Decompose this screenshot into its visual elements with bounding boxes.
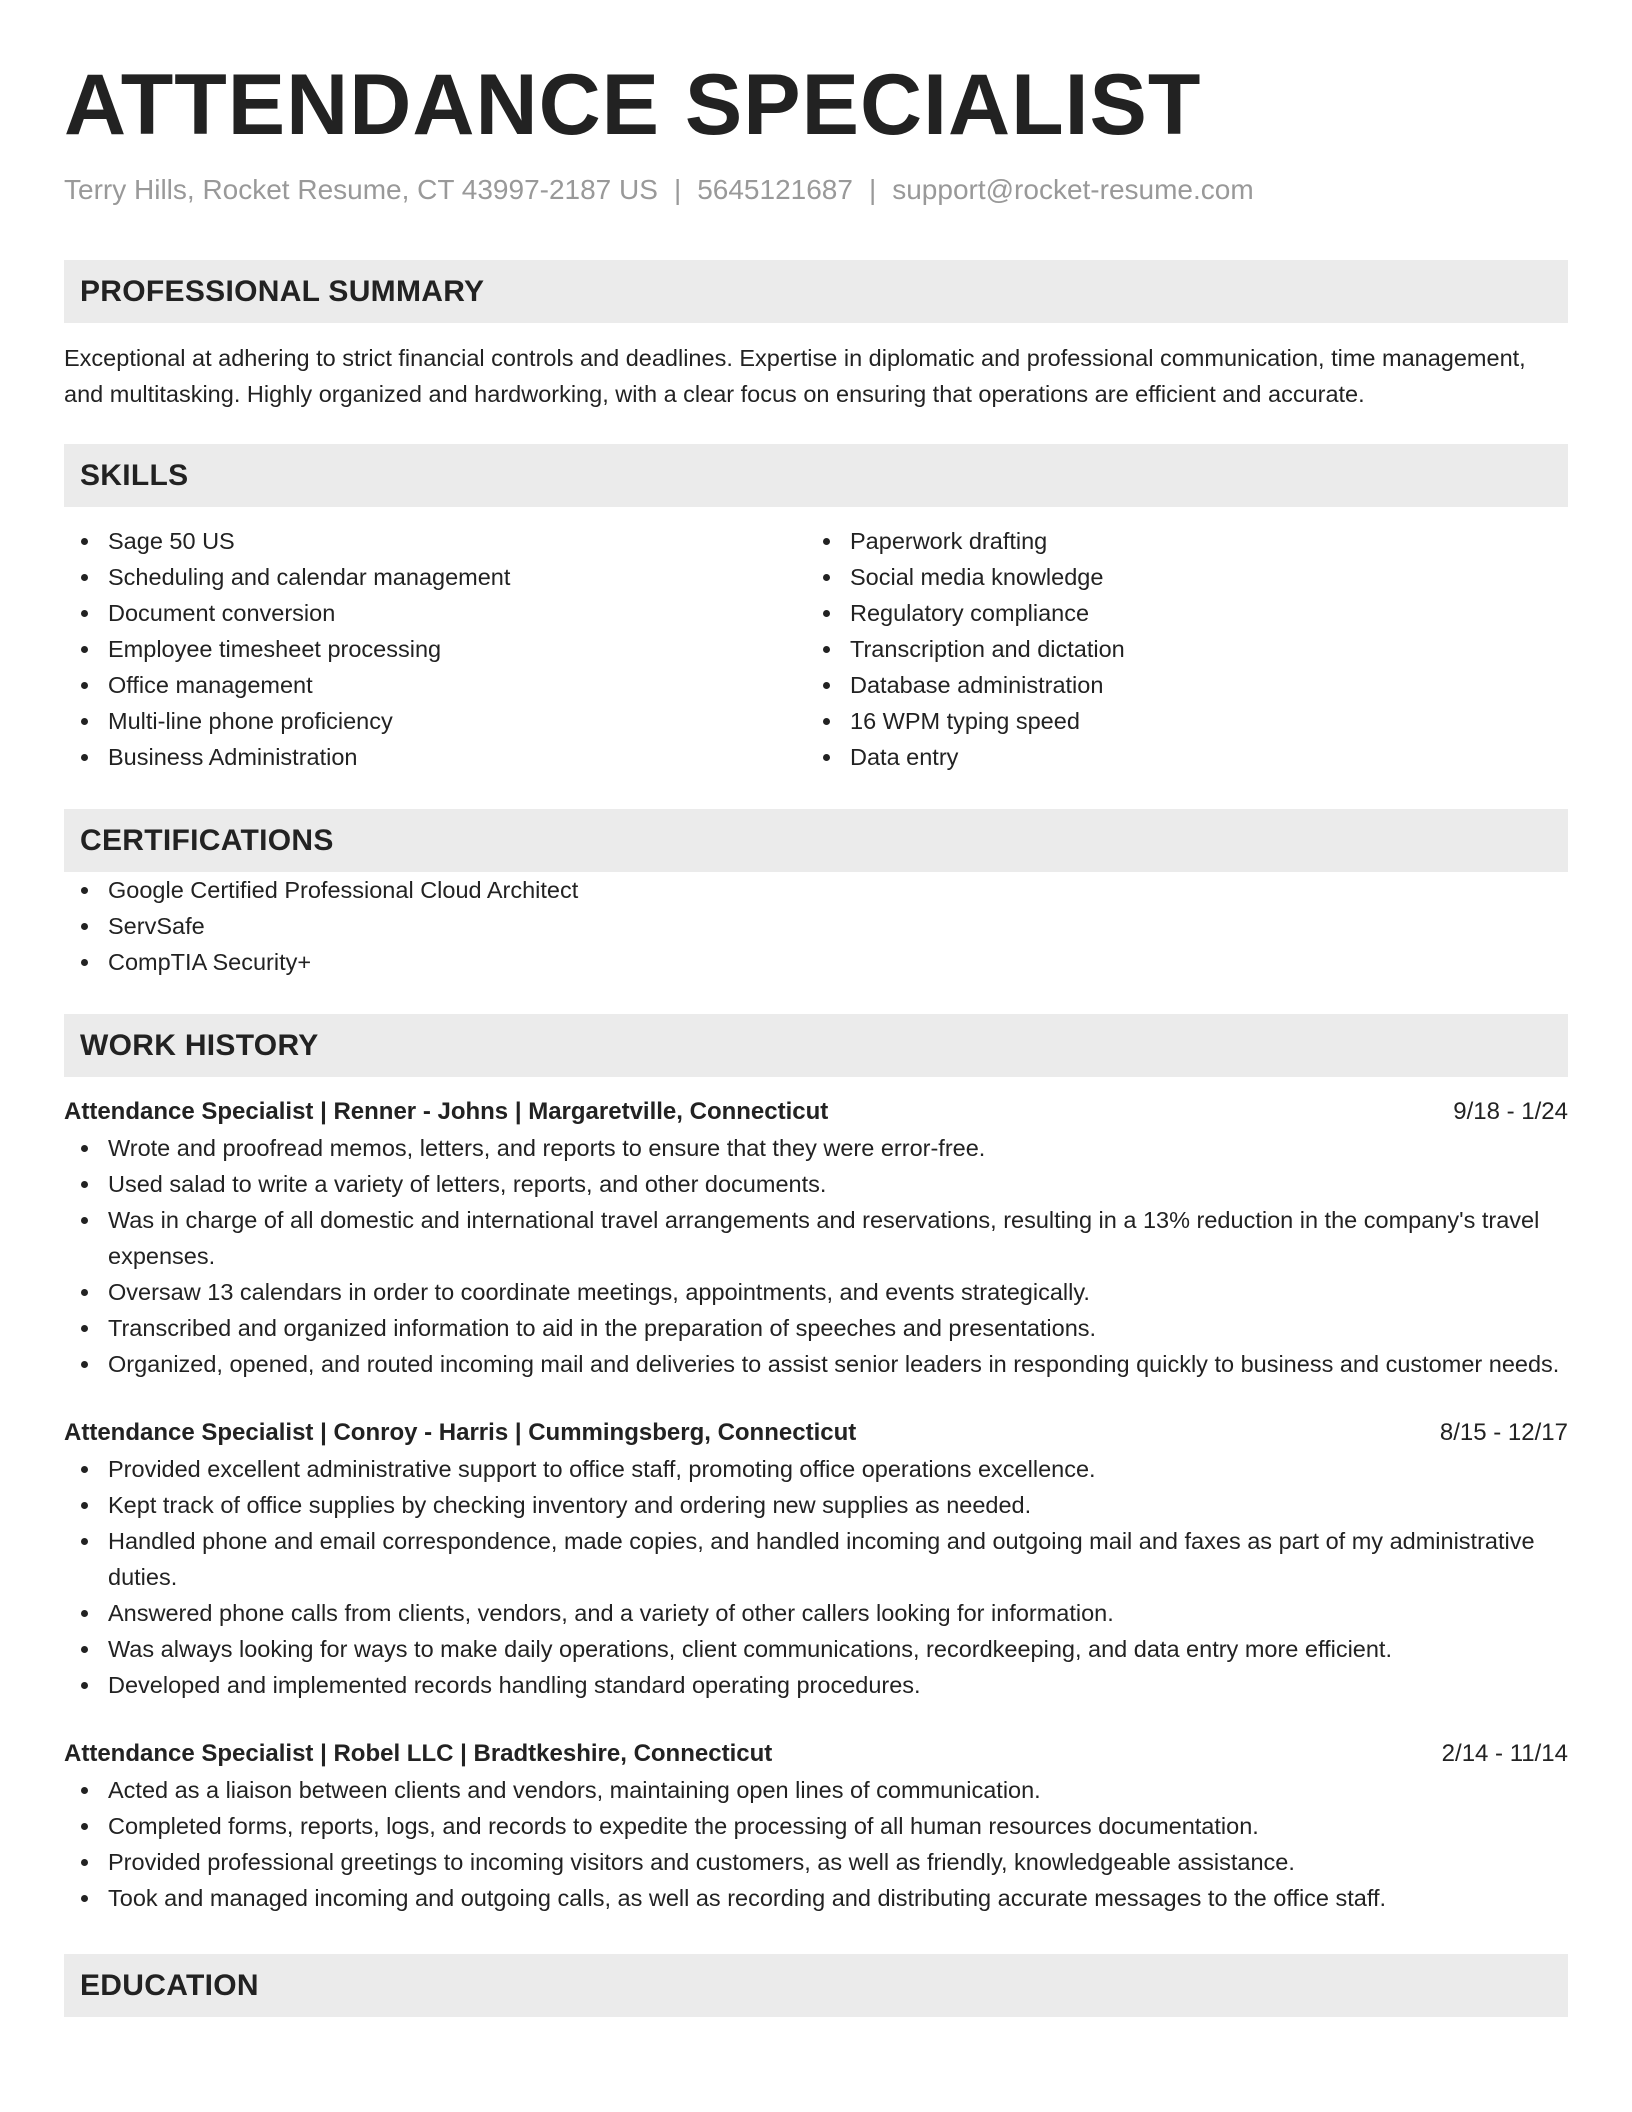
job-bullet: Was in charge of all domestic and international travel arrangements and reservations, resulting in a 13% reduction in the company's travel expenses. — [64, 1202, 1568, 1274]
job-bullet: Used salad to write a variety of letters, reports, and other documents. — [64, 1166, 1568, 1202]
job-header — [64, 1415, 1568, 1451]
section-heading-education: EDUCATION — [64, 1954, 1568, 2017]
skills-list-right — [806, 523, 1548, 775]
certification-item: Google Certified Professional Cloud Architect — [64, 872, 1568, 908]
job-bullet: Handled phone and email correspondence, made copies, and handled incoming and outgoing mail and faxes as part of my administrative duties. — [64, 1523, 1568, 1595]
skill-item: Social media knowledge — [806, 559, 1548, 595]
job-bullet: Acted as a liaison between clients and vendors, maintaining open lines of communication. — [64, 1772, 1568, 1808]
skills-columns — [64, 523, 1568, 775]
job-bullets — [64, 1772, 1568, 1916]
job-bullet: Wrote and proofread memos, letters, and reports to ensure that they were error-free. — [64, 1130, 1568, 1166]
job-title: Attendance Specialist | Conroy - Harris | Cummingsberg, Connecticut — [64, 1419, 857, 1446]
skill-item: Employee timesheet processing — [64, 631, 806, 667]
skill-item: Document conversion — [64, 595, 806, 631]
skills-list-left — [64, 523, 806, 775]
certification-item: CompTIA Security+ — [64, 944, 1568, 980]
summary-text: Exceptional at adhering to strict financial controls and deadlines. Expertise in diplomatic and professional communication, time management, and multitasking. Highly organized and hardworking, with a clear focus on ensuring that operations are efficient and accurate. — [64, 345, 1526, 407]
job-bullets — [64, 1451, 1568, 1703]
skill-item: Multi-line phone proficiency — [64, 703, 806, 739]
job-bullet: Kept track of office supplies by checking inventory and ordering new supplies as needed. — [64, 1487, 1568, 1523]
skill-item: 16 WPM typing speed — [806, 703, 1548, 739]
section-heading-certifications: CERTIFICATIONS — [64, 809, 1568, 872]
skill-item: Sage 50 US — [64, 523, 806, 559]
skill-item: Regulatory compliance — [806, 595, 1548, 631]
skill-item: Scheduling and calendar management — [64, 559, 806, 595]
contact-line — [64, 172, 1568, 208]
job-dates: 9/18 - 1/24 — [1453, 1098, 1568, 1125]
job-title: Attendance Specialist | Robel LLC | Bradtkeshire, Connecticut — [64, 1740, 773, 1767]
contact-email: support@rocket-resume.com — [892, 174, 1254, 205]
job-bullet: Provided professional greetings to incoming visitors and customers, as well as friendly, knowledgeable assistance. — [64, 1844, 1568, 1880]
job-header — [64, 1094, 1568, 1130]
job-title: Attendance Specialist | Renner - Johns | Margaretville, Connecticut — [64, 1098, 829, 1125]
job-bullet: Developed and implemented records handling standard operating procedures. — [64, 1667, 1568, 1703]
job-header — [64, 1736, 1568, 1772]
skill-item: Data entry — [806, 739, 1548, 775]
certifications-list — [64, 872, 1568, 980]
resume-title: ATTENDANCE SPECIALIST — [64, 57, 1202, 153]
job-bullet: Oversaw 13 calendars in order to coordinate meetings, appointments, and events strategically. — [64, 1274, 1568, 1310]
section-heading-work-history: WORK HISTORY — [64, 1014, 1568, 1077]
certification-item: ServSafe — [64, 908, 1568, 944]
section-heading-skills: SKILLS — [64, 444, 1568, 507]
job-dates: 2/14 - 11/14 — [1441, 1740, 1568, 1767]
skill-item: Office management — [64, 667, 806, 703]
job-bullet: Transcribed and organized information to aid in the preparation of speeches and presentations. — [64, 1310, 1568, 1346]
skill-item: Paperwork drafting — [806, 523, 1548, 559]
job-bullet: Organized, opened, and routed incoming mail and deliveries to assist senior leaders in responding quickly to business and customer needs. — [64, 1346, 1568, 1382]
job-bullet: Completed forms, reports, logs, and records to expedite the processing of all human resources documentation. — [64, 1808, 1568, 1844]
job-bullet: Provided excellent administrative support to office staff, promoting office operations excellence. — [64, 1451, 1568, 1487]
skill-item: Business Administration — [64, 739, 806, 775]
job-bullet: Took and managed incoming and outgoing calls, as well as recording and distributing accurate messages to the office staff. — [64, 1880, 1568, 1916]
job-dates: 8/15 - 12/17 — [1439, 1419, 1568, 1446]
section-heading-summary: PROFESSIONAL SUMMARY — [64, 260, 1568, 323]
contact-separator: | — [868, 174, 877, 205]
job-bullet: Was always looking for ways to make daily operations, client communications, recordkeeping, and data entry more efficient. — [64, 1631, 1568, 1667]
contact-phone: 5645121687 — [697, 174, 853, 205]
job-bullet: Answered phone calls from clients, vendors, and a variety of other callers looking for information. — [64, 1595, 1568, 1631]
skill-item: Database administration — [806, 667, 1548, 703]
contact-address: Terry Hills, Rocket Resume, CT 43997-2187 US — [64, 174, 658, 205]
skill-item: Transcription and dictation — [806, 631, 1548, 667]
contact-separator: | — [673, 174, 682, 205]
job-bullets — [64, 1130, 1568, 1382]
